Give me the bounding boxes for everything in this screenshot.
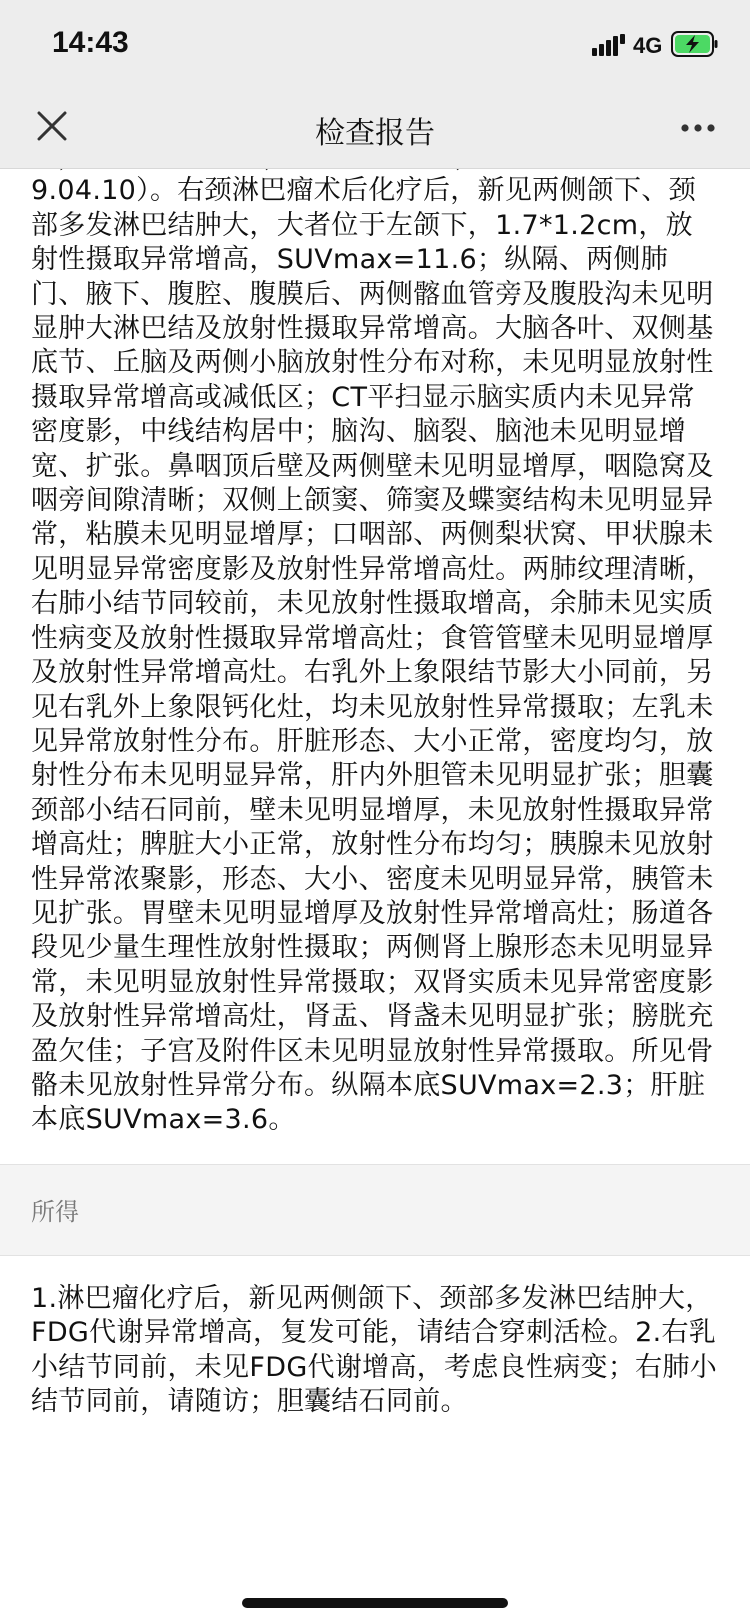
more-icon[interactable] <box>680 123 716 133</box>
report-content[interactable] <box>0 140 750 1419</box>
page-title: 检查报告 <box>315 116 435 151</box>
nav-bar <box>0 88 750 168</box>
signal-bars-icon <box>592 34 626 56</box>
conclusion-text: 1.淋巴瘤化疗后，新见两侧颌下、颈部多发淋巴结肿大，FDG代谢异常增高，复发可能，请结合穿刺活检。2.右乳小结节同前，未见FDG代谢增高，考虑良性病变；右肺小结节同前，请随访；胆囊结石同前。 <box>31 1282 718 1417</box>
findings-text: 9.04.10）。右颈淋巴瘤术后化疗后，新见两侧颌下、颈部多发淋巴结肿大，大者位于左颌下，1.7*1.2cm，放射性摄取异常增高，SUVmax=11.6；纵隔、两侧肺门、腋下、腹腔、腹膜后、两侧髂血管旁及腹股沟未见明显肿大淋巴结及放射性摄取异常增高。大脑各叶、双侧基底节、丘脑及两侧小脑放射性分布对称，未见明显放射性摄取异常增高或减低区；CT平扫显示脑实质内未见异常密度影，中线结构居中；脑沟、脑裂、脑池未见明显增宽、扩张。鼻咽顶后壁及两侧壁未见明显增厚，咽隐窝及咽旁间隙清晰；双侧上颌窦、筛窦及蝶窦结构未见明显异常，粘膜未见明显增厚；口咽部、两侧梨状窝、甲状腺未见明显异常密度影及放射性异常增高灶。两肺纹理清晰，右肺小结节同较前，未见放射性摄取增高，余肺未见实质性病变及放射性摄取异常增高灶；食管管壁未见明显增厚及放射性异常增高灶。右乳外上象限结节影大小同前，另见右乳外上象限钙化灶，均未见放射性异常摄取；左乳未见异常放射性分布。肝脏形态、大小正常，密度均匀，放射性分布未见明显异常，肝内外胆管未见明显扩张；胆囊颈部小结石同前，壁未见明显增厚，未见放射性摄取异常增高灶；脾脏大小正常，放射性分布均匀；胰腺未见放射性异常浓聚影，形态、大小、密度未见明显异常，胰管未见扩张。胃壁未见明显增厚及放射性异常增高灶；肠道各段见少量生理性放射性摄取；两侧肾上腺形态未见明显异常，未见明显放射性异常摄取；双肾实质未见异常密度影及放射性异常增高灶，肾盂、肾盏未见明显扩张；膀胱充盈欠佳；子宫及附件区未见明显放射性异常摄取。所见骨骼未见放射性异常分布。纵隔本底SUVmax=2.3；肝脏本底SUVmax=3.6。 <box>31 175 714 1136</box>
section-label: 所得 <box>31 1198 79 1227</box>
top-header <box>0 0 750 169</box>
home-indicator[interactable] <box>242 1598 508 1608</box>
network-type: 4G <box>633 33 663 58</box>
section-header-result <box>0 1164 750 1256</box>
status-time: 14:43 <box>52 26 129 59</box>
battery-charging-icon <box>671 31 719 57</box>
status-bar <box>0 0 750 88</box>
